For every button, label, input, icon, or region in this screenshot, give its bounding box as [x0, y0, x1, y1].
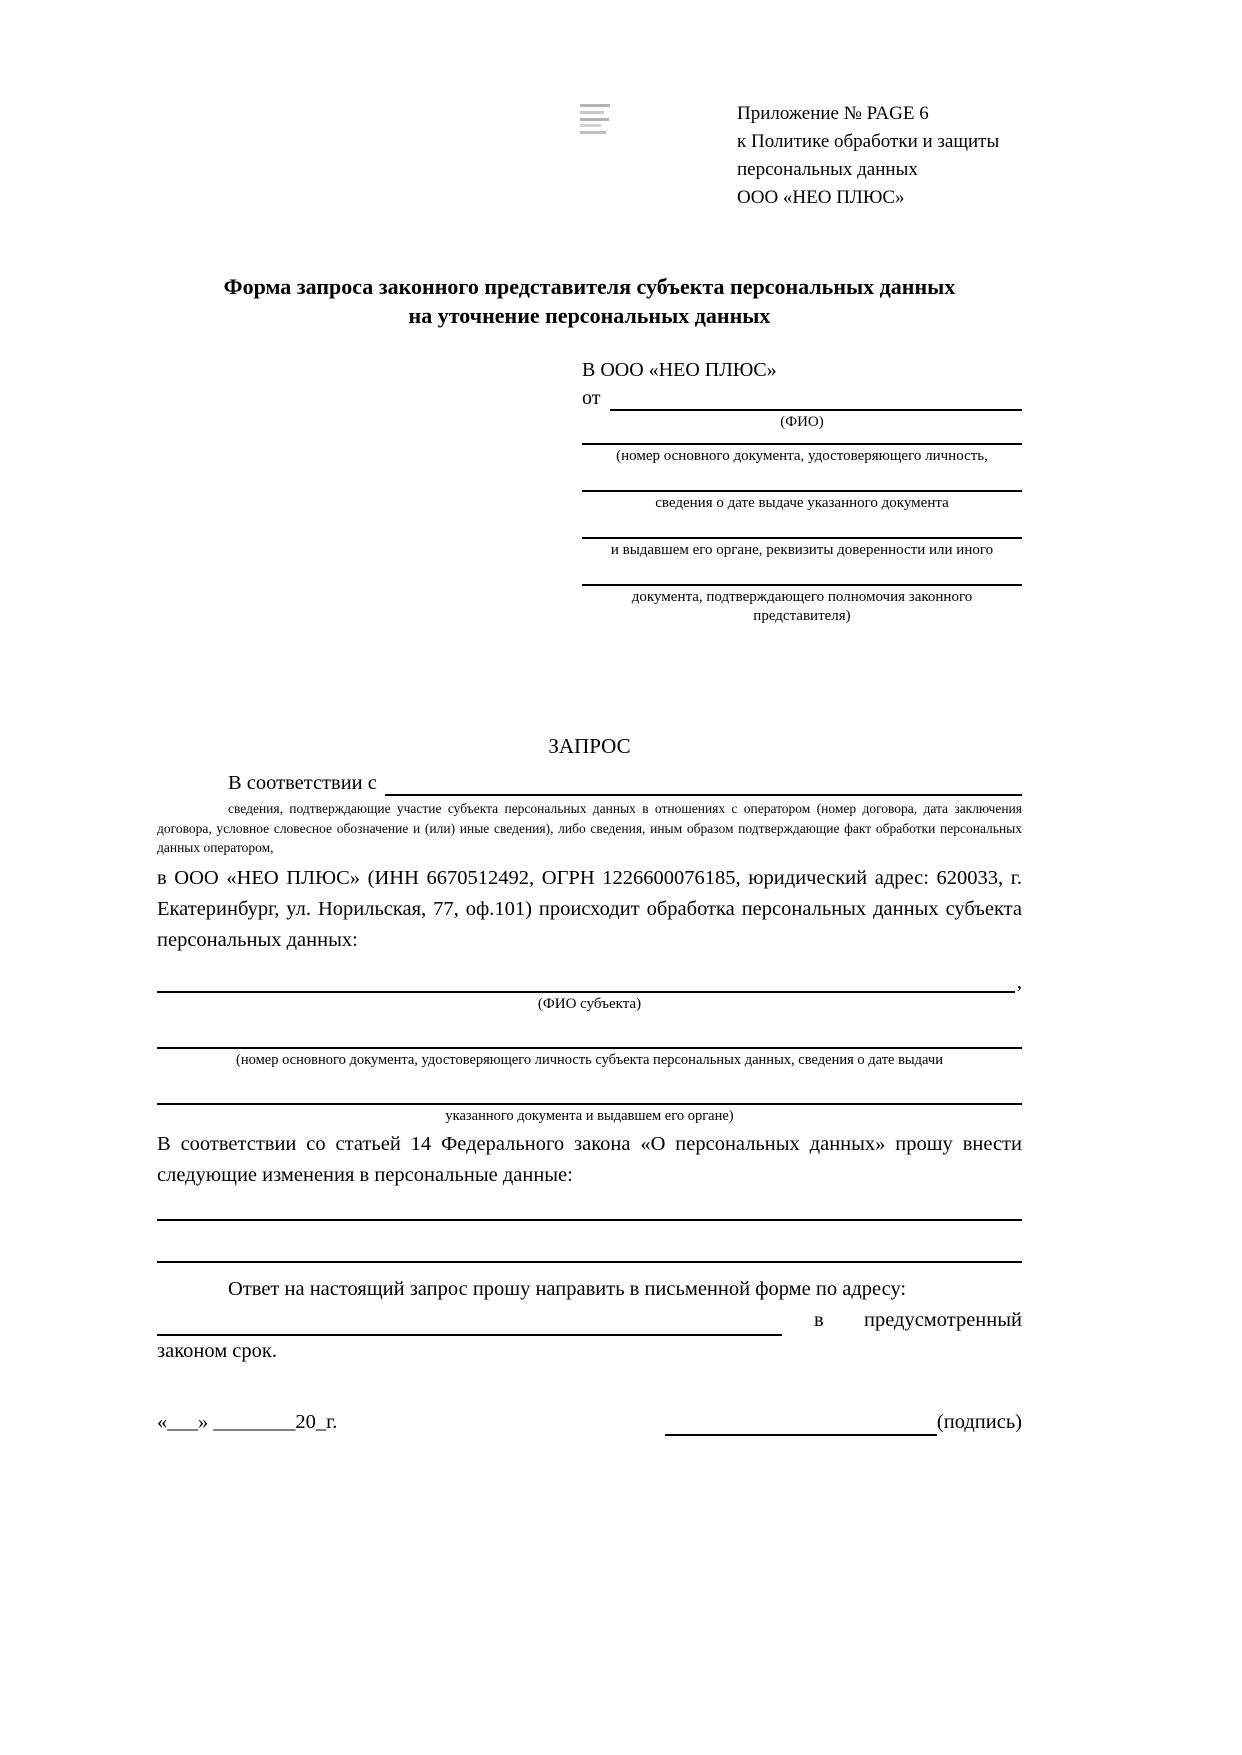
article-14-paragraph: В соответствии со статьей 14 Федерального закона «О персональных данных» прошу внести следующие изменения в персональные данные: — [157, 1132, 1022, 1186]
signature-caption: (подпись) — [936, 1410, 1022, 1433]
form-title-line2: на уточнение персональных данных — [408, 303, 771, 328]
from-label: от — [582, 387, 601, 409]
representative-doc-line-3 — [582, 513, 1022, 539]
signature-field — [665, 1409, 1022, 1436]
subject-doc-caption-1: (номер основного документа, удостоверяющего личность субъекта персональных данных, сведения о дате выдачи — [236, 1051, 943, 1068]
accordance-field-row — [157, 770, 1022, 796]
answer-lead-text: Ответ на настоящий запрос прошу направить в письменной форме по адресу: — [228, 1277, 907, 1300]
accordance-input-line — [385, 794, 1022, 796]
signature-row — [157, 1409, 1022, 1436]
representative-doc-caption-1: (номер основного документа, удостоверяющего личность, — [616, 448, 988, 464]
appendix-header — [737, 0, 1022, 212]
appendix-number-line: Приложение № PAGE 6 — [737, 103, 929, 124]
representative-doc-caption-2: сведения о дате выдаче указанного документа — [655, 495, 949, 511]
accordance-label: В соответствии с — [228, 772, 377, 794]
operator-paragraph: в ООО «НЕО ПЛЮС» (ИНН 6670512492, ОГРН 1226600076185, юридический адрес: 620033, г. Екатеринбург, ул. Норильская, 77, оф.101) происходит обработка персональных данных субъекта персональных данных: — [157, 866, 1022, 951]
answer-word-2: предусмотренный — [863, 1308, 1022, 1331]
changes-input-line-2 — [157, 1221, 1022, 1263]
form-title-line1: Форма запроса законного представителя субъекта персональных данных — [223, 274, 956, 299]
company-name-line: ООО «НЕО ПЛЮС» — [737, 187, 905, 208]
answer-paragraph — [157, 1274, 1022, 1367]
form-title — [157, 272, 1022, 330]
blurred-field-code-icon — [580, 104, 610, 134]
subject-doc-line-1 — [157, 1014, 1022, 1049]
addressee-block — [582, 357, 1022, 626]
policy-reference-line: к Политике обработки и защиты — [737, 131, 1000, 152]
fio-caption: (ФИО) — [780, 414, 824, 430]
policy-reference-line2: персональных данных — [737, 159, 918, 180]
date-field: «___» ________20_г. — [157, 1410, 338, 1433]
representative-doc-line-2 — [582, 466, 1022, 492]
accordance-footnote: сведения, подтверждающие участие субъекта персональных данных в отношениях с оператором (номер договора, дата заключения договора, условное словесное обозначение и (или) иные сведения), либо сведения, иным образом подтверждающие факт обработки персональных данных оператором, — [157, 801, 1022, 855]
representative-doc-caption-4: документа, подтверждающего полномочия законного представителя) — [631, 589, 973, 624]
from-fio-input-line — [610, 409, 1022, 411]
addressee-company: В ООО «НЕО ПЛЮС» — [582, 359, 777, 381]
answer-closing-text: законом срок. — [157, 1339, 277, 1362]
subject-fio-field-row — [157, 971, 1022, 993]
signature-input-line — [665, 1416, 937, 1436]
representative-doc-line-1 — [582, 432, 1022, 445]
subject-fio-caption: (ФИО субъекта) — [537, 995, 642, 1012]
request-heading: ЗАПРОС — [548, 734, 631, 758]
representative-doc-line-4 — [582, 560, 1022, 586]
from-field-row — [582, 386, 1022, 411]
trailing-comma: , — [1016, 970, 1022, 993]
address-input-line — [157, 1312, 782, 1336]
answer-word-1: в — [814, 1308, 824, 1331]
subject-doc-caption-2: указанного документа и выдавшем его органе) — [445, 1107, 734, 1124]
changes-input-line-1 — [157, 1193, 1022, 1221]
answer-address-row — [157, 1305, 1022, 1336]
subject-fio-input-line — [157, 975, 1015, 993]
subject-doc-line-2 — [157, 1070, 1022, 1105]
representative-doc-caption-3: и выдавшем его органе, реквизиты доверенности или иного — [610, 542, 994, 558]
